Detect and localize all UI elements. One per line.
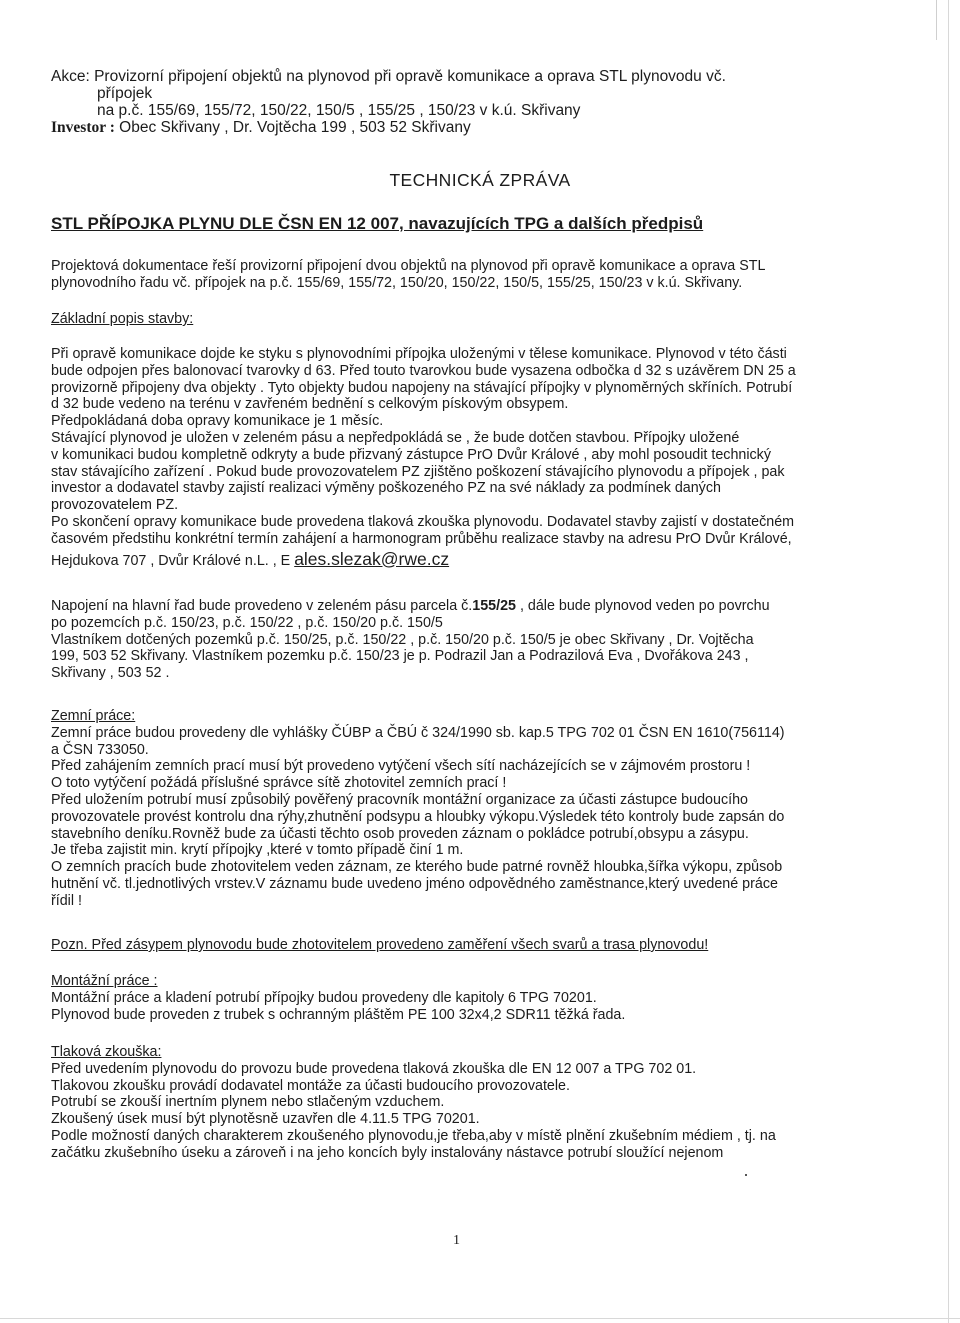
text-line: Po skončení opravy komunikace bude provedena tlaková zkouška plynovodu. Dodavatel stavby zajistí v dostatečném (51, 513, 795, 530)
intro-paragraph (51, 258, 871, 292)
text-line: provizorně připojeny dva objekty . Tyto objekty budou napojeny na stávající přípojky v plynoměrných skříních. Potrubí (51, 379, 793, 396)
text-line: 199, 503 52 Skřivany. Vlastníkem pozemku p.č. 150/23 je p. Podrazil Jan a Podrazilová Eva , Dvořákova 243 , (51, 648, 749, 665)
investor-text: Obec Skřivany , Dr. Vojtěcha 199 , 503 52 Skřivany (114, 119, 471, 136)
text-line: Tlakovou zkoušku provádí dodavatel montáže za účasti budoucího provozovatele. (51, 1077, 570, 1094)
action-line: na p.č. 155/69, 155/72, 150/22, 150/5 , 155/25 , 150/23 v k.ú. Skřivany (97, 102, 581, 119)
scan-edge (948, 0, 949, 1323)
section-heading: Montážní práce : (51, 973, 158, 989)
text-line: stav stávajícího zařízení . Pokud bude provozovatelem PZ zjištěno poškození stávajícího plynovodu a přípojek , pak (51, 463, 785, 480)
section-pressure-test (51, 1044, 871, 1162)
text-line: Předpokládaná doba opravy komunikace je 1 měsíc. (51, 413, 384, 430)
text-line: Skřivany , 503 52 . (51, 665, 170, 682)
parcel-number: 155/25 (472, 598, 516, 614)
text-line: Stávající plynovod je uložen v zeleném pásu a nepředpokládá se , že bude dotčen stavbou. Přípojky uložené (51, 429, 740, 446)
text-line: investor a dodavatel stavby zajistí realizaci výměny poškozeného PZ na své náklady za podmínek daných (51, 480, 721, 497)
connection-paragraph (51, 598, 871, 682)
text-span: Napojení na hlavní řad bude provedeno v zeleném pásu parcela č. (51, 598, 473, 614)
text-line: Před uvedením plynovodu do provozu bude provedena tlaková zkouška dle EN 12 007 a TPG 702 01. (51, 1060, 697, 1077)
address-text: Hejdukova 707 , Dvůr Králové n.L. , E (51, 552, 295, 569)
text-line: Podle možností daných charakterem zkoušeného plynovodu,je třeba,aby v místě plnění zkušebním médiem , tj. na (51, 1127, 776, 1144)
text-line (51, 598, 871, 615)
section-earthworks (51, 708, 871, 910)
text-line: Před uložením potrubí musí způsobilý pověřený pracovník montážní organizace za účasti zástupce budoucího (51, 791, 748, 808)
text-span: , dále bude plynovod veden po povrchu (515, 598, 770, 614)
page-number: 1 (453, 1233, 460, 1248)
document-subtitle: STL PŘÍPOJKA PLYNU DLE ČSN EN 12 007, navazujících TPG a dalších předpisů (51, 214, 704, 233)
email-link[interactable]: ales.slezak@rwe.cz (294, 548, 450, 569)
section-heading: Základní popis stavby: (51, 311, 194, 327)
action-line: přípojek (97, 85, 153, 102)
text-line: O zemních pracích bude zhotovitelem veden záznam, ze kterého bude patrné rovněž hloubka,šířka výkopu, způsob (51, 859, 783, 876)
section-assembly (51, 973, 871, 1023)
text-line: řídil ! (51, 892, 82, 909)
text-line: časovém předstihu konkrétní termín zahájení a harmonogram průběhu realizace stavby na adresu PrO Dvůr Králové, (51, 530, 792, 547)
text-line: provozovatelem PZ. (51, 497, 179, 514)
text-line: Plynovod bude proveden z trubek s ochranným pláštěm PE 100 32x4,2 SDR11 těžká řada. (51, 1006, 626, 1023)
investor-label: Investor : (51, 119, 115, 136)
text-line (51, 548, 871, 570)
text-line: Montážní práce a kladení potrubí přípojky budou provedeny dle kapitoly 6 TPG 70201. (51, 989, 597, 1006)
text-line: Vlastníkem dotčených pozemků p.č. 150/25, p.č. 150/22 , p.č. 150/20 p.č. 150/5 je obec Skřivany , Dr. Vojtěcha (51, 631, 754, 648)
text-line: stavebního deníku.Rovněž bude za účasti těchto osob proveden záznam o pokládce potrubí,obsypu a zásypu. (51, 825, 749, 842)
note-text: Pozn. Před zásypem plynovodu bude zhotovitelem provedeno zaměření všech svarů a trasa plynovodu! (51, 937, 709, 953)
document-title: TECHNICKÁ ZPRÁVA (389, 170, 571, 190)
scan-speck (745, 1174, 747, 1176)
action-line: Akce: Provizorní připojení objektů na plynovod při opravě komunikace a oprava STL plynovodu vč. (51, 68, 726, 85)
text-line: bude odpojen přes balonovací tvarovky d 63. Před touto tvarovkou bude vysazena odbočka d 32 s uzávěrem DN 25 a (51, 362, 796, 379)
text-line: O toto vytýčení požádá příslušné správce sítě zhotovitel zemních prací ! (51, 775, 507, 792)
text-line: hutnění vč. tl.jednotlivých vrstev.V záznamu bude uvedeno jméno odpovědného zaměstnance,který uvedené práce (51, 875, 778, 892)
investor-line (51, 119, 871, 136)
text-line: začátku zkušebního úseku a zároveň i na jeho koncích byly instalovány nástavce potrubí sloužící nejenom (51, 1144, 724, 1161)
text-line: Je třeba zajistit min. krytí přípojky ,které v tomto případě činí 1 m. (51, 842, 464, 859)
scan-edge (0, 1318, 960, 1319)
text-line: plynovodního řadu vč. přípojek na p.č. 155/69, 155/72, 150/20, 150/22, 150/5, 155/25, 150/23 v k.ú. Skřivany. (51, 274, 743, 291)
text-line: Projektová dokumentace řeší provizorní připojení dvou objektů na plynovod při opravě komunikace a oprava STL (51, 258, 766, 274)
section-basic-description (51, 311, 871, 328)
text-line: v komunikaci budou kompletně odkryty a bude přizvaný zástupce PrO Dvůr Králové , aby mohl posoudit technický (51, 446, 771, 463)
project-header (51, 68, 871, 136)
basic-description-body (51, 346, 871, 569)
section-heading: Tlaková zkouška: (51, 1044, 162, 1060)
text-line: Potrubí se zkouší inertním plynem nebo stlačeným vzduchem. (51, 1094, 445, 1111)
section-heading: Zemní práce: (51, 708, 136, 724)
text-line: provozovatele provést kontrolu dna rýhy,zhutnění podsypu a hloubky výkopu.Výsledek této kontroly bude zapsán do (51, 808, 785, 825)
text-line: Zemní práce budou provedeny dle vyhlášky ČÚBP a ČBÚ č 324/1990 sb. kap.5 TPG 702 01 ČSN EN 1610(756114) (51, 724, 785, 741)
text-line: Zkoušený úsek musí být plynotěsně uzavřen dle 4.11.5 TPG 70201. (51, 1111, 480, 1128)
text-line: a ČSN 733050. (51, 741, 149, 758)
text-line: d 32 bude vedeno na terénu v zavřeném bednění s celkovým pískovým obsypem. (51, 396, 569, 413)
text-line: po pozemcích p.č. 150/23, p.č. 150/22 , p.č. 150/20 p.č. 150/5 (51, 614, 443, 631)
text-line: Při opravě komunikace dojde ke styku s plynovodními přípojka uloženými v tělese komunikace. Plynovod v této části (51, 346, 787, 362)
text-line: Před zahájením zemních prací musí být provedeno vytýčení všech sítí nacházejících se v zájmovém prostoru ! (51, 758, 751, 775)
note-paragraph (51, 937, 871, 954)
